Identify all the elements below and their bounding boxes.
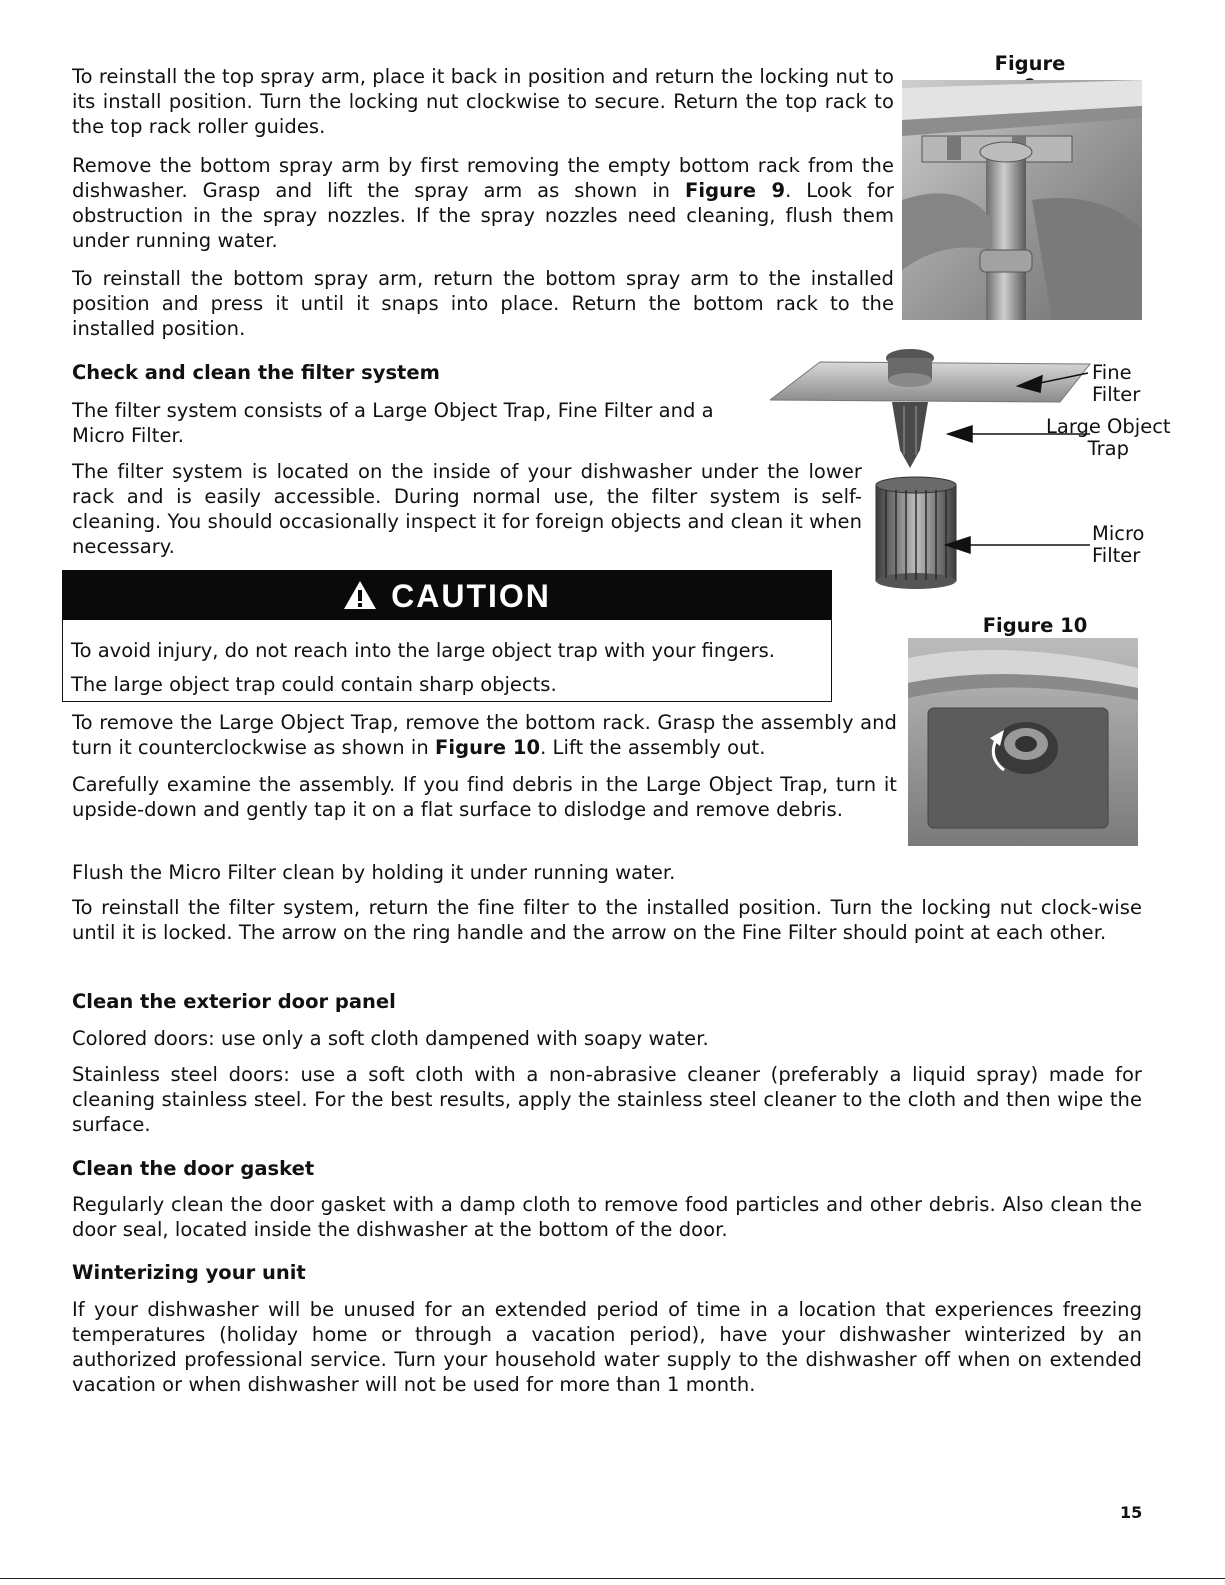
label-micro-filter — [1092, 523, 1144, 567]
paragraph-flush-micro-filter: Flush the Micro Filter clean by holding it under running water. — [72, 861, 676, 884]
label-line: Micro — [1092, 522, 1145, 545]
label-line: Trap — [1087, 437, 1129, 460]
figure-9-caption: Figure — [994, 52, 1066, 75]
paragraph-colored-doors: Colored doors: use only a soft cloth dampened with soapy water. — [72, 1027, 709, 1050]
paragraph-bottom-spray-arm — [72, 153, 894, 253]
heading-filter-system: Check and clean the filter system — [72, 361, 440, 384]
text-segment: Remove the bottom spray arm by first removing the empty bottom rack from the dishwasher. Grasp and lift the spray arm as shown in — [72, 154, 894, 202]
label-fine-filter — [1092, 362, 1140, 406]
heading-winterizing: Winterizing your unit — [72, 1261, 306, 1284]
paragraph-filter-location: The filter system is located on the inside of your dishwasher under the lower rack and is easily accessible. During normal use, the filter system is self-cleaning. You should occasionally inspect it for foreign objects and clean it when necessary. — [72, 460, 862, 558]
caution-box — [62, 620, 832, 702]
page-number: 15 — [1120, 1503, 1143, 1522]
paragraph-reinstall-filter: To reinstall the filter system, return the fine filter to the installed position. Turn the locking nut clock-wise until it is locked. The arrow on the ring handle and the arrow on the Fine Filter should point at each other. — [72, 896, 1142, 944]
paragraph-filter-intro: The filter system consists of a Large Object Trap, Fine Filter and a Micro Filter. — [72, 399, 714, 447]
paragraph-remove-trap — [72, 710, 897, 760]
label-line: Filter — [1092, 544, 1141, 567]
caution-line-1: To avoid injury, do not reach into the large object trap with your fingers. — [71, 639, 775, 662]
label-line: Large Object — [1046, 415, 1171, 438]
warning-triangle-icon — [343, 580, 377, 610]
figure-10-caption: Figure 10 — [982, 614, 1088, 637]
label-line: Filter — [1092, 383, 1141, 406]
figure-10-reference: Figure 10 — [435, 736, 541, 759]
paragraph-stainless-doors: Stainless steel doors: use a soft cloth with a non-abrasive cleaner (preferably a liquid spray) made for cleaning stainless steel. For the best results, apply the stainless steel cleaner to the cloth and then wipe the surface. — [72, 1063, 1142, 1136]
paragraph-reinstall-bottom-arm: To reinstall the bottom spray arm, return the bottom spray arm to the installed position and press it until it snaps into place. Return the bottom rack to the installed position. — [72, 267, 894, 340]
figure-9-reference: Figure 9 — [684, 179, 786, 202]
paragraph-door-gasket: Regularly clean the door gasket with a damp cloth to remove food particles and other debris. Also clean the door seal, located inside the dishwasher at the bottom of the door. — [72, 1193, 1142, 1241]
paragraph-top-spray-arm: To reinstall the top spray arm, place it back in position and return the locking nut to its install position. Turn the locking nut clockwise to secure. Return the top rack to the top rack roller guides. — [72, 65, 894, 138]
paragraph-examine-assembly: Carefully examine the assembly. If you find debris in the Large Object Trap, turn it upside-down and gently tap it on a flat surface to dislodge and remove debris. — [72, 773, 897, 821]
heading-exterior-door: Clean the exterior door panel — [72, 990, 396, 1013]
text-segment: To remove the Large Object Trap, remove the bottom rack. Grasp the assembly and turn it counterclockwise as shown in — [72, 711, 897, 759]
page-bottom-rule — [0, 1578, 1225, 1579]
label-large-object-trap — [1046, 416, 1171, 460]
figure-10-photo — [908, 638, 1138, 846]
caution-banner — [62, 570, 832, 620]
caution-line-2: The large object trap could contain sharp objects. — [71, 673, 557, 696]
label-line: Fine — [1092, 361, 1132, 384]
heading-door-gasket: Clean the door gasket — [72, 1157, 315, 1180]
text-segment: . Look for obstruction in the spray nozzles. If the spray nozzles need cleaning, flush them under running water. — [72, 179, 894, 252]
caution-title-row — [62, 578, 832, 615]
text-segment: . Lift the assembly out. — [540, 736, 766, 759]
figure-9-photo — [902, 80, 1142, 320]
paragraph-winterizing: If your dishwasher will be unused for an extended period of time in a location that experiences freezing temperatures (holiday home or through a vacation period), have your dishwasher winterized by an authorized professional service. Turn your household water supply to the dishwasher off when on extended vacation or when dishwasher will not be used for more than 1 month. — [72, 1298, 1142, 1396]
caution-title: CAUTION — [391, 578, 551, 614]
